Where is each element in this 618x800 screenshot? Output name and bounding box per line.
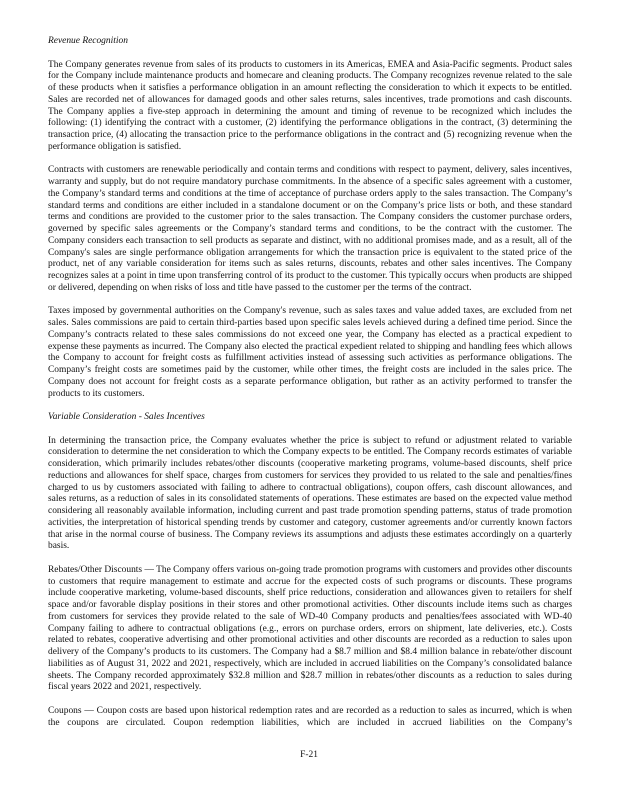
paragraph: Rebates/Other Discounts — The Company offers various on-going trade promotion programs with customers and provides other discounts to customers that require management to estimate and accrue for the expected costs of such programs or discounts. These programs include cooperative marketing, volume-based discounts, shelf price reductions, consideration and allowances given to retailers for shelf space and/or favorable display positions in their stores and other promotional activities. Other discounts include items such as charges from customers for services they provide related to the sale of WD-40 Company products and penalties/fees associated with WD-40 Company failing to adhere to contractual obligations (e.g., errors on purchase orders, errors on shipment, late deliveries, etc.). Costs related to rebates, cooperative advertising and other promotional activities and other discounts are recorded as a reduction to sales upon delivery of the Company’s products to its customers. The Company had a $8.7 million and $8.4 million balance in rebate/other discount liabilities as of August 31, 2022 and 2021, respectively, which are included in accrued liabilities on the Company’s consolidated balance sheets. The Company recorded approximately $32.8 million and $28.7 million in rebates/other discounts as a reduction to sales during fiscal years 2022 and 2021, respectively. xyxy=(48,564,572,693)
page-number: F-21 xyxy=(300,750,318,760)
paragraph: The Company generates revenue from sales of its products to customers in its Americas, EMEA and Asia-Pacific segments. Product sales for the Company include maintenance products and homecare and cleaning products. The Company recognizes revenue related to the sale of these products when it satisfies a performance obligation in an amount reflecting the consideration to which it expects to be entitled. Sales are recorded net of allowances for damaged goods and other sales returns, sales incentives, trade promotions and cash discounts. The Company applies a five-step approach in determining the amount and timing of revenue to be recognized which includes the following: (1) identifying the contract with a customer, (2) identifying the performance obligations in the contract, (3) determining the transaction price, (4) allocating the transaction price to the performance obligations in the contract and (5) recognizing revenue when the performance obligation is satisfied. xyxy=(48,59,572,152)
section-heading-revenue-recognition: Revenue Recognition xyxy=(48,36,128,46)
document-body xyxy=(48,36,572,741)
paragraph: Taxes imposed by governmental authorities on the Company's revenue, such as sales taxes and value added taxes, are excluded from net sales. Sales commissions are paid to certain third-parties based upon specific sales levels achieved during a defined time period. Since the Company’s contracts related to these sales commissions do not exceed one year, the Company has elected as a practical expedient to expense these payments as incurred. The Company also elected the practical expedient related to shipping and handling fees which allows the Company to account for freight costs as fulfillment activities instead of assessing such activities as performance obligations. The Company’s freight costs are sometimes paid by the customer, while other times, the freight costs are included in the sales price. The Company does not account for freight costs as a separate performance obligation, but rather as an activity performed to transfer the products to its customers. xyxy=(48,306,572,399)
paragraph: In determining the transaction price, the Company evaluates whether the price is subject to refund or adjustment related to variable consideration to determine the net consideration to which the Company expects to be entitled. The Company records estimates of variable consideration, which primarily includes rebates/other discounts (cooperative marketing programs, volume-based discounts, shelf price reductions and allowances for shelf space, charges from customers for services they provided to us related to the sale and penalties/fines charged to us by customers associated with failing to adhere to contractual obligations), coupon offers, cash discount allowances, and sales returns, as a reduction of sales in its consolidated statements of operations. These estimates are based on the expected value method considering all reasonably available information, including current and past trade promotion spending patterns, status of trade promotion activities, the interpretation of historical spending trends by customer and category, customer agreements and/or currently known factors that arise in the normal course of business. The Company reviews its assumptions and adjusts these estimates accordingly on a quarterly basis. xyxy=(48,435,572,552)
section-heading-variable-consideration: Variable Consideration - Sales Incentives xyxy=(48,412,205,422)
paragraph: Contracts with customers are renewable periodically and contain terms and conditions with respect to payment, delivery, sales incentives, warranty and supply, but do not require mandatory purchase commitments. In the absence of a specific sales agreement with a customer, the Company’s standard terms and conditions at the time of acceptance of purchase orders apply to the sales transaction. The Company’s standard terms and conditions are either included in a standalone document or on the Company’s price lists or both, and these standard terms and conditions are provided to the customer prior to the sales transaction. The Company considers the customer purchase orders, governed by specific sales agreements or the Company’s standard terms and conditions, to be the contract with the customer. The Company considers each transaction to sell products as separate and distinct, with no additional promises made, and as a result, all of the Company's sales are single performance obligation arrangements for which the transaction price is equivalent to the stated price of the product, net of any variable consideration for items such as sales returns, discounts, rebates and other sales incentives. The Company recognizes sales at a point in time upon transferring control of its product to the customer. This typically occurs when products are shipped or delivered, depending on when risks of loss and title have passed to the customer per the terms of the contract. xyxy=(48,165,572,293)
paragraph: Coupons — Coupon costs are based upon historical redemption rates and are recorded as a reduction to sales as incurred, which is when the coupons are circulated. Coupon redemption liabilities, which are included in accrued liabilities on the Company’s xyxy=(48,705,572,728)
